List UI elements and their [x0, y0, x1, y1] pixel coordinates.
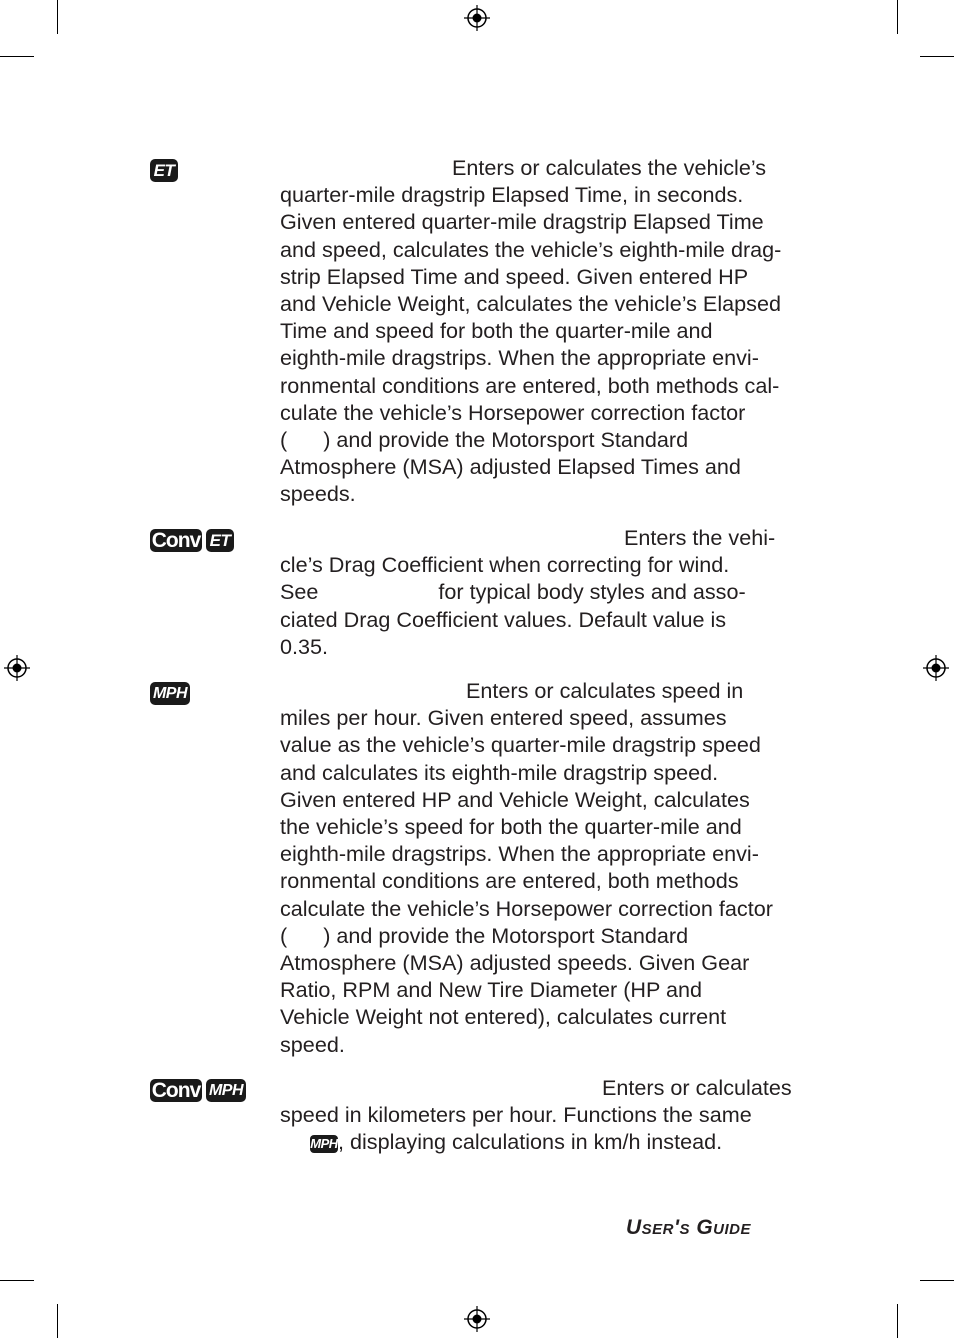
conv-key-icon: Conv — [151, 529, 201, 552]
text-line: eighth-mile dragstrips. When the appropriate envi- — [280, 841, 759, 867]
crop-mark — [920, 56, 954, 57]
text-line: Vehicle Weight not entered), calculates current — [280, 1004, 727, 1030]
crop-mark — [57, 0, 58, 34]
text-line: culate the vehicle’s Horsepower correction factor — [280, 399, 746, 425]
text-line: Atmosphere (MSA) adjusted speeds. Given Gear — [280, 950, 750, 976]
text-line: ronmental conditions are entered, both methods — [280, 868, 739, 894]
key-combo — [150, 529, 234, 552]
text-line: Enters the vehi- — [624, 525, 776, 550]
description — [280, 524, 808, 660]
text-line: Ratio, RPM and New Tire Diameter (HP and — [280, 977, 703, 1003]
text-line: value as the vehicle’s quarter-mile dragstrip speed — [280, 732, 761, 758]
text-line: cle’s Drag Coefficient when correcting for wind. — [280, 552, 730, 578]
key-combo — [150, 682, 190, 705]
text-line: 0.35. — [280, 633, 329, 659]
et-key-icon: ET — [150, 159, 178, 182]
text-line: , displaying calculations in km/h instead. — [338, 1129, 723, 1155]
crop-mark — [0, 1280, 34, 1281]
text-line: ronmental conditions are entered, both methods cal- — [280, 372, 780, 398]
crop-mark — [0, 56, 34, 57]
text-line: and calculates its eighth-mile dragstrip speed. — [280, 759, 719, 785]
text-line: Atmosphere (MSA) adjusted Elapsed Times and — [280, 454, 741, 480]
mph-key-icon: MPH — [150, 682, 190, 705]
text-line: Enters or calculates — [602, 1075, 792, 1100]
key-combo — [150, 1079, 246, 1102]
description — [280, 677, 808, 1058]
crop-mark — [897, 1304, 898, 1338]
text-line: See for typical body styles and asso- — [280, 579, 746, 605]
registration-mark-icon — [464, 1306, 490, 1332]
text-line: ( ) and provide the Motorsport Standard — [280, 427, 689, 453]
text-line: ( ) and provide the Motorsport Standard — [280, 922, 689, 948]
crop-mark — [920, 1280, 954, 1281]
text-line: Enters or calculates speed in — [466, 678, 744, 703]
text-line: Time and speed for both the quarter-mile and — [280, 318, 713, 344]
text-line: quarter-mile dragstrip Elapsed Time, in seconds. — [280, 182, 744, 208]
registration-mark-icon — [4, 655, 30, 681]
description — [280, 1074, 808, 1156]
text-line: Given entered quarter-mile dragstrip Elapsed Time — [280, 209, 764, 235]
text-line: the vehicle’s speed for both the quarter-mile and — [280, 814, 742, 840]
page-footer: User's Guide — [626, 1216, 752, 1239]
text-line: speeds. — [280, 481, 356, 507]
et-key-icon: ET — [206, 529, 234, 552]
description — [280, 154, 808, 508]
conv-key-icon: Conv — [151, 1079, 201, 1102]
text-line: strip Elapsed Time and speed. Given entered HP — [280, 263, 749, 289]
crop-mark — [897, 0, 898, 34]
text-line: and speed, calculates the vehicle’s eighth-mile drag- — [280, 236, 782, 262]
text-line: speed in kilometers per hour. Functions the same — [280, 1102, 752, 1128]
mph-key-icon: MPH — [206, 1079, 246, 1102]
registration-mark-icon — [464, 5, 490, 31]
registration-mark-icon — [923, 655, 949, 681]
text-line: Enters or calculates the vehicle’s — [452, 155, 767, 180]
text-line: Given entered HP and Vehicle Weight, calculates — [280, 786, 750, 812]
text-line: miles per hour. Given entered speed, assumes — [280, 705, 727, 731]
key-combo — [150, 159, 178, 182]
text-line-with-key — [280, 1128, 808, 1155]
text-line: ciated Drag Coefficient values. Default value is — [280, 606, 727, 632]
mph-key-icon: MPH — [310, 1136, 338, 1152]
text-line: speed. — [280, 1031, 345, 1057]
text-line: calculate the vehicle’s Horsepower correction factor — [280, 895, 773, 921]
crop-mark — [57, 1304, 58, 1338]
text-line: eighth-mile dragstrips. When the appropriate envi- — [280, 345, 759, 371]
text-line: and Vehicle Weight, calculates the vehicle’s Elapsed — [280, 291, 781, 317]
